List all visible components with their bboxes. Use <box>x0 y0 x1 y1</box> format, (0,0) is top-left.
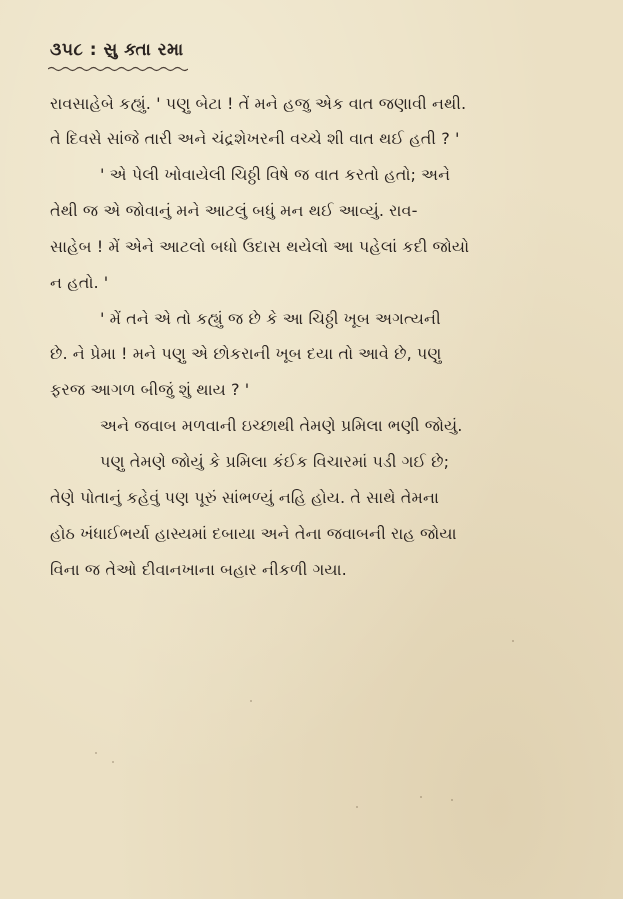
paper-speck <box>95 752 97 754</box>
text-line: પણુ તેમણે જોયું કે પ્રમિલા કંઈક વિચારમાં પડી ગઈ છે; <box>100 452 450 471</box>
text-line: ' મેં તને એ તો કહ્યું જ છે કે આ ચિઠ્ઠી ખૂબ અગત્યની <box>100 309 441 328</box>
text-line: ફરજ આગળ બીજું શું થાય ? ' <box>50 380 250 399</box>
text-line: રાવસાહેબે કહ્યું. ' પણુ બેટા ! તેં મને હજુ એક વાત જણાવી નથી. <box>50 94 467 113</box>
running-head: ૩૫૮ : સુ ક્તા રમા <box>50 40 184 60</box>
text-line: તેણે પોતાનું કહેવું પણ પૂરું સાંભળ્યું નહિ હોય. તે સાથે તેમના <box>50 488 439 507</box>
text-line: હોઠ ખંધાઈભર્યા હાસ્યમાં દબાયા અને તેના જવાબની રાહ જોયા <box>50 524 457 543</box>
paper-speck <box>356 806 358 808</box>
text-line: ન હતો. ' <box>50 273 109 292</box>
paper-speck <box>420 796 422 798</box>
paper-speck <box>512 640 514 642</box>
text-line: ' એ પેલી ખોવાયેલી ચિઠ્ઠી વિષે જ વાત કરતો હતો; અને <box>100 165 451 184</box>
text-line: અને જવાબ મળવાની ઇચ્છાથી તેમણે પ્રમિલા ભણી જોયું. <box>100 416 463 435</box>
text-line: તેથી જ એ જોવાનું મને આટલું બધું મન થઈ આવ્યું. રાવ- <box>50 201 418 220</box>
paper-speck <box>250 700 252 702</box>
text-line: તે દિવસે સાંજે તારી અને ચંદ્રશેખરની વચ્ચે શી વાત થઈ હતી ? ' <box>50 129 460 148</box>
running-head-underline <box>48 66 188 72</box>
paper-speck <box>451 799 453 801</box>
text-line: વિના જ તેઓ દીવાનખાના બહાર નીકળી ગયા. <box>50 560 347 579</box>
paper-speck <box>112 761 114 763</box>
text-line: છે. ને પ્રેમા ! મને પણુ એ છોકરાની ખૂબ દયા તો આવે છે, પણુ <box>50 344 442 363</box>
text-line: સાહેબ ! મેં એને આટલો બધો ઉદાસ થયેલો આ પહેલાં કદી જોયો <box>50 237 470 256</box>
